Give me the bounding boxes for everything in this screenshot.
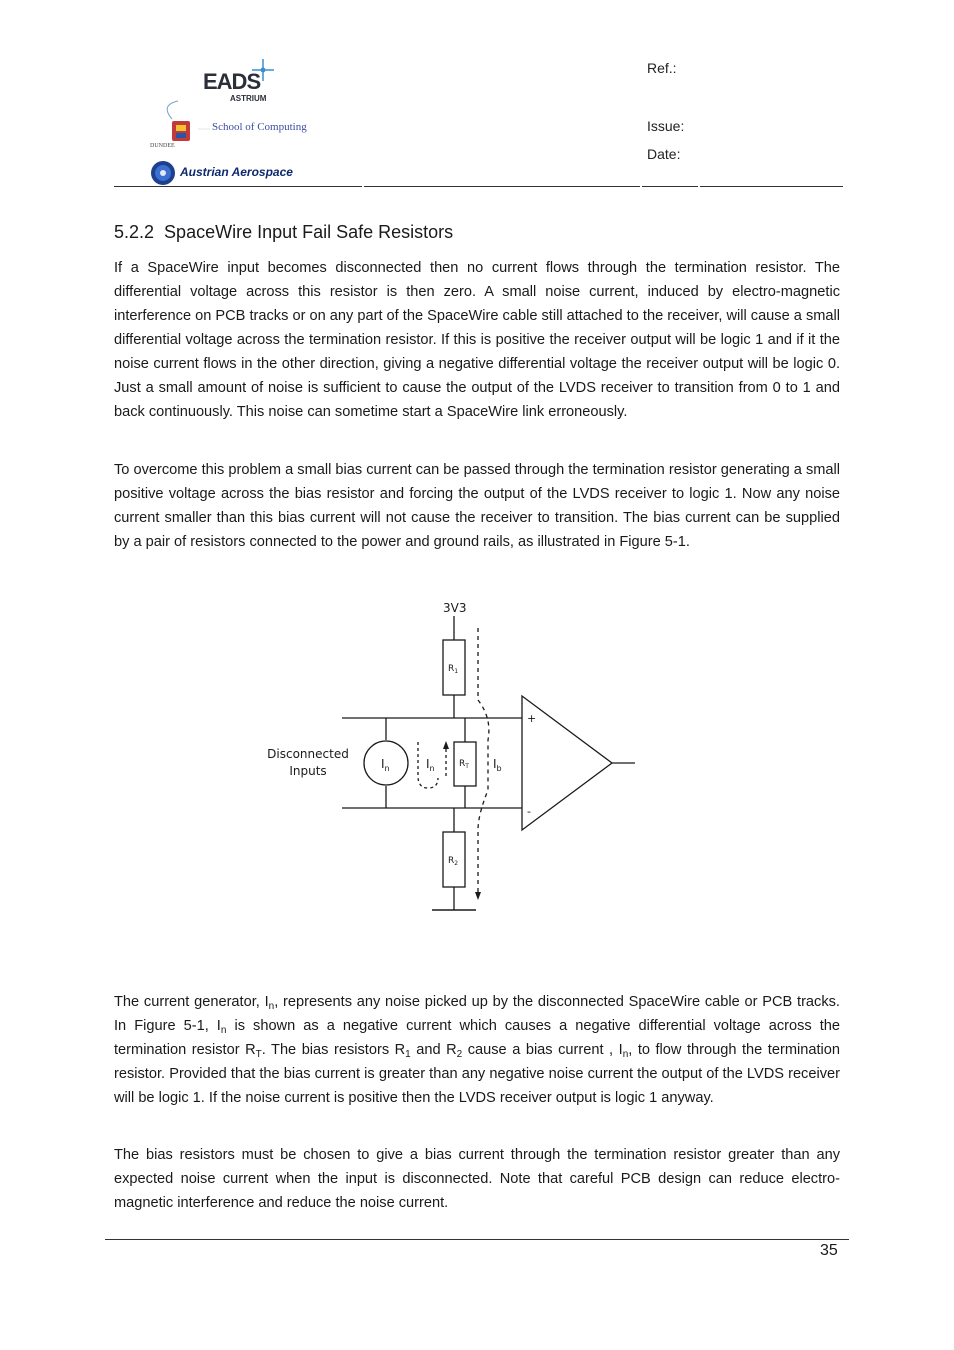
ref-label: Ref.:	[647, 60, 677, 76]
paragraph-4: The bias resistors must be chosen to give a bias current through the termination resistor greater than any expected noise current when the input is disconnected. Note that careful PCB design can reduce electro-magnetic interference and reduce the noise current.	[114, 1147, 840, 1211]
page-number: 35	[820, 1242, 838, 1259]
paragraph-2: To overcome this problem a small bias current can be passed through the termination resistor generating a small positive voltage across the bias resistor and forcing the output of the LVDS receiver to logic 1. Now any noise current smaller than this bias current will not cause the receiver to transition. The bias current can be supplied by a pair of resistors connected to the power and ground rails, as illustrated in Figure 5-1.	[114, 462, 840, 550]
section-title: SpaceWire Input Fail Safe Resistors	[164, 222, 454, 242]
header-rule-segment	[700, 186, 843, 187]
header-logos	[150, 55, 350, 190]
disconnected-inputs-label-line1: Disconnected	[267, 747, 349, 761]
header-rule-segment	[364, 186, 640, 187]
r1-label: $R_1$	[448, 664, 459, 675]
noise-arrow-icon	[443, 741, 449, 749]
noise-loop-label: $I_n$	[426, 757, 435, 773]
issue-label: Issue:	[647, 118, 685, 134]
date-label: Date:	[647, 146, 681, 162]
plus-input-label: +	[527, 712, 537, 725]
current-source	[364, 741, 408, 785]
paragraph-1: If a SpaceWire input becomes disconnected then no current flows through the termination resistor. The differential voltage across this resistor is then zero. A small noise current, induced by electro-magnetic interference on PCB tracks or on any part of the SpaceWire cable still attached to the receiver, will cause a small differential voltage across the termination resistor. If this is positive the receiver output will be logic 1 and if it the noise current flows in the other direction, giving a negative differential voltage the receiver output will be logic 0. Just a small amount of noise is sufficient to cause the output of the LVDS receiver to transition from 0 to 1 and back continuously. This noise can sometime start a SpaceWire link erroneously.	[114, 260, 840, 420]
dundee-logo-text: DUNDEE	[150, 143, 175, 149]
bias-arrow-icon	[475, 892, 481, 900]
disconnected-inputs-label-line2: Inputs	[289, 764, 327, 778]
circuit-diagram	[260, 590, 660, 930]
rt-label: $R_T$	[459, 759, 469, 770]
austrian-aerospace-emblem-icon	[151, 161, 175, 185]
section-heading	[114, 222, 453, 243]
school-of-computing-logo-text: School of Computing	[212, 121, 307, 133]
austrian-aerospace-logo-text: Austrian Aerospace	[180, 165, 293, 179]
header-rule-segment	[642, 186, 698, 187]
r2-label: $R_2$	[448, 856, 459, 867]
astrium-logo-text: ASTRIUM	[230, 94, 267, 103]
footer-rule	[105, 1239, 849, 1240]
supply-label: 3V3	[443, 601, 467, 615]
paragraph-3: The current generator, $I_n$, represents any noise picked up by the disconnected SpaceWire cable or PCB tracks. In Figure 5-1, $I_n$ is shown as a negative current which causes a negative differential voltage across the termination resistor $R_T$. The bias resistors $R_1$ and $R_2$ cause a bias current , $I_n$, to flow through the termination resistor. Provided that the bias current is greater than any negative noise current the output of the LVDS receiver will be logic 1. If the noise current is positive then the LVDS receiver output is logic 1 anyway.	[114, 994, 841, 1106]
dundee-crest-icon	[167, 101, 210, 141]
source-label: $I_n$	[381, 757, 390, 773]
figure-5-1	[260, 590, 660, 935]
eads-logo-text: EADS	[203, 69, 261, 94]
minus-input-label: -	[527, 805, 531, 818]
header-rule-segment	[114, 186, 362, 187]
bias-current-path	[478, 628, 489, 895]
section-number: 5.2.2	[114, 222, 155, 242]
bias-current-label: $I_b$	[493, 757, 502, 773]
